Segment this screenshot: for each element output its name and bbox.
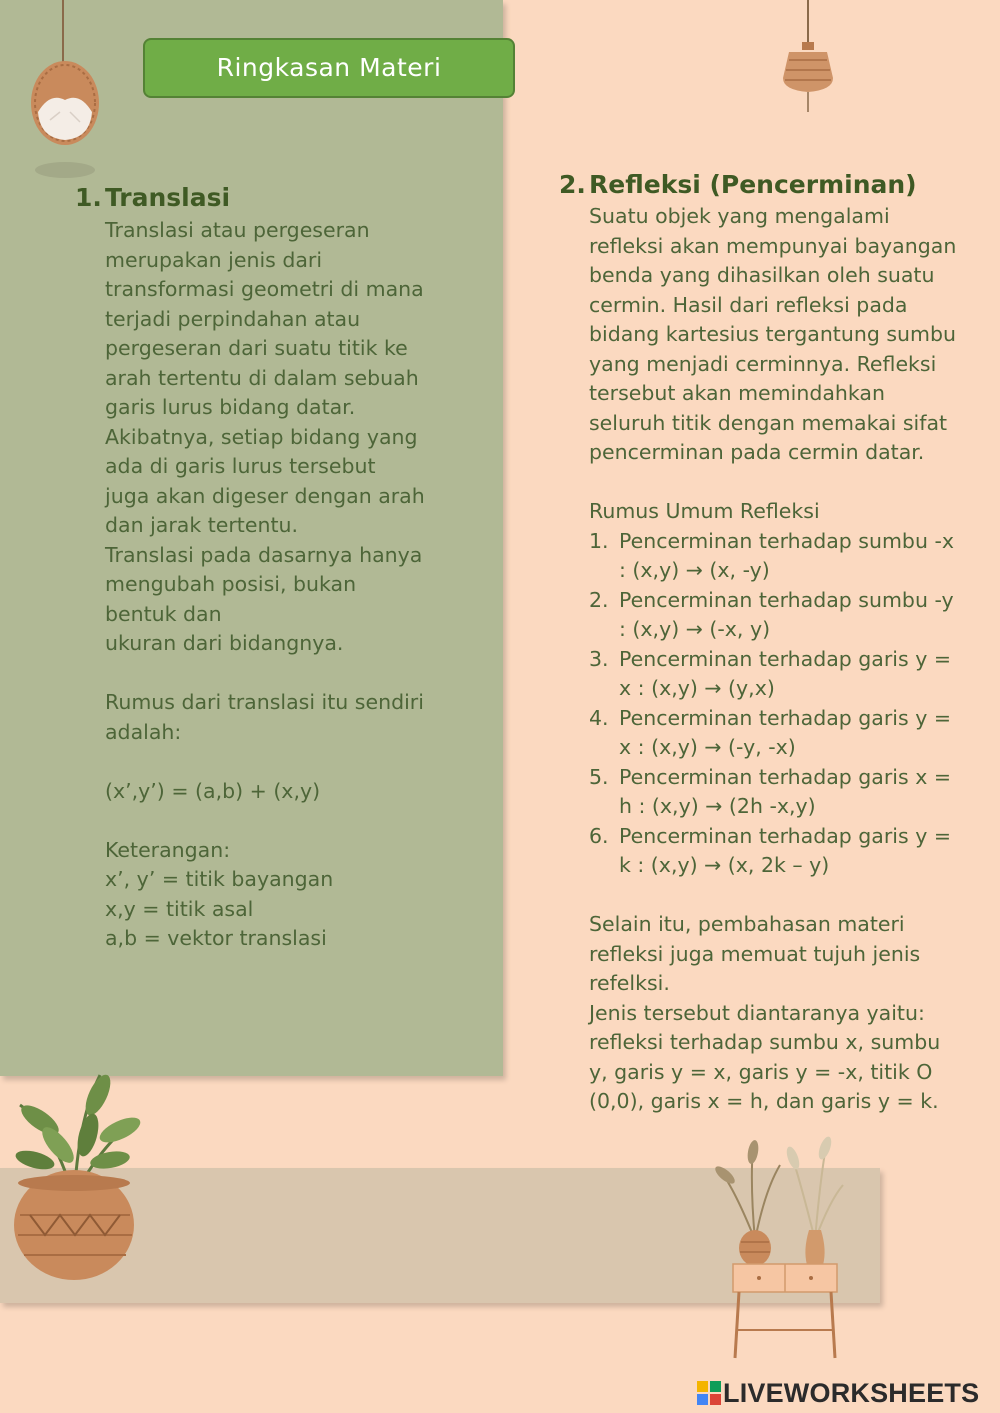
keterangan-item: a,b = vektor translasi [105, 926, 327, 950]
summary-title-banner: Ringkasan Materi [143, 38, 515, 98]
rumus-title: Rumus Umum Refleksi [589, 499, 820, 523]
translasi-line: Akibatnya, setiap bidang yang [105, 424, 418, 449]
translasi-line: dan jarak tertentu. [105, 513, 298, 537]
translasi-paragraph [105, 216, 425, 659]
translasi-line: bentuk dan [105, 601, 222, 626]
refleksi-paragraph [589, 202, 956, 468]
rumus-line: Pencerminan terhadap garis x = [619, 764, 952, 789]
liveworksheets-logo-text: LIVEWORKSHEETS [723, 1377, 980, 1408]
rumus-mapping: x : (x,y) → (y,x) [619, 676, 775, 700]
translasi-line: garis lurus bidang datar. [105, 395, 356, 419]
rumus-item [589, 527, 956, 586]
translasi-body [105, 216, 425, 954]
hanging-lamp-right-icon [775, 0, 841, 115]
rumus-number: 2. [589, 587, 609, 612]
rumus-item [589, 822, 956, 881]
rumus-number: 5. [589, 764, 609, 789]
closing-line: y, garis y = x, garis y = -x, titik O [589, 1059, 933, 1084]
closing-line: (0,0), garis x = h, dan garis y = k. [589, 1089, 939, 1113]
translasi-formula: (x’,y’) = (a,b) + (x,y) [105, 778, 321, 803]
side-table-vases-icon [705, 1130, 845, 1360]
translasi-line: pergeseran dari suatu titik ke [105, 336, 408, 360]
translasi-line: transformasi geometri di mana [105, 277, 424, 301]
formula-intro-line: Rumus dari translasi itu sendiri [105, 690, 424, 714]
refleksi-line: seluruh titik dengan memakai sifat [589, 410, 948, 435]
translasi-heading [75, 183, 230, 212]
translasi-line: Translasi pada dasarnya hanya [105, 542, 423, 567]
rumus-mapping: x : (x,y) → (-y, -x) [619, 735, 796, 759]
translasi-line: Translasi atau pergeseran [105, 218, 370, 242]
keterangan-item: x’, y’ = titik bayangan [105, 867, 334, 891]
rumus-mapping: : (x,y) → (x, -y) [619, 558, 770, 582]
translasi-line: ukuran dari bidangnya. [105, 631, 344, 655]
refleksi-line: benda yang dihasilkan oleh suatu [589, 263, 935, 287]
rumus-line: Pencerminan terhadap sumbu -y [619, 587, 954, 612]
rumus-item [589, 586, 956, 645]
closing-line: Selain itu, pembahasan materi [589, 912, 905, 936]
refleksi-line: yang menjadi cerminnya. Refleksi [589, 351, 937, 376]
translasi-line: merupakan jenis dari [105, 247, 323, 272]
formula-intro-line: adalah: [105, 719, 182, 744]
closing-line: Jenis tersebut diantaranya yaitu: [589, 1000, 925, 1025]
potted-plant-icon [10, 1065, 145, 1285]
liveworksheets-logo-icon [697, 1381, 721, 1405]
translasi-line: arah tertentu di dalam sebuah [105, 365, 419, 390]
translasi-line: ada di garis lurus tersebut [105, 454, 376, 478]
rumus-number: 1. [589, 528, 609, 553]
rumus-number: 3. [589, 646, 609, 671]
rumus-mapping: : (x,y) → (-x, y) [619, 617, 771, 641]
closing-line: refleksi terhadap sumbu x, sumbu [589, 1030, 941, 1054]
translasi-formula-intro [105, 688, 425, 747]
keterangan-item: x,y = titik asal [105, 896, 254, 921]
translasi-line: mengubah posisi, bukan [105, 572, 357, 596]
rumus-mapping: k : (x,y) → (x, 2k – y) [619, 853, 830, 877]
closing-line: refelksi. [589, 971, 670, 995]
rumus-mapping: h : (x,y) → (2h -x,y) [619, 794, 816, 818]
translasi-line: juga akan digeser dengan arah [105, 483, 425, 508]
rumus-list [589, 527, 956, 881]
translasi-number: 1. [75, 183, 102, 212]
rumus-item [589, 763, 956, 822]
refleksi-line: pencerminan pada cermin datar. [589, 440, 925, 464]
translasi-heading-text: Translasi [105, 183, 231, 212]
closing-line: refleksi juga memuat tujuh jenis [589, 941, 921, 966]
rumus-number: 4. [589, 705, 609, 730]
hanging-lamp-left-icon [10, 0, 110, 190]
rumus-line: Pencerminan terhadap garis y = [619, 705, 952, 730]
refleksi-number: 2. [559, 170, 586, 199]
rumus-line: Pencerminan terhadap garis y = [619, 646, 952, 671]
liveworksheets-logo[interactable] [697, 1378, 979, 1408]
keterangan-list [105, 865, 425, 954]
rumus-line: Pencerminan terhadap sumbu -x [619, 528, 954, 553]
rumus-item [589, 645, 956, 704]
refleksi-line: tersebut akan memindahkan [589, 381, 885, 405]
rumus-number: 6. [589, 823, 609, 848]
refleksi-closing [589, 910, 956, 1117]
refleksi-line: cermin. Hasil dari refleksi pada [589, 292, 908, 317]
rumus-item [589, 704, 956, 763]
refleksi-line: bidang kartesius tergantung sumbu [589, 322, 957, 346]
keterangan-title: Keterangan: [105, 837, 231, 862]
refleksi-body [589, 202, 956, 1117]
refleksi-line: refleksi akan mempunyai bayangan [589, 233, 957, 258]
refleksi-line: Suatu objek yang mengalami [589, 204, 890, 228]
refleksi-heading [559, 170, 917, 199]
refleksi-heading-text: Refleksi (Pencerminan) [589, 170, 917, 199]
rumus-line: Pencerminan terhadap garis y = [619, 823, 952, 848]
translasi-line: terjadi perpindahan atau [105, 306, 361, 331]
